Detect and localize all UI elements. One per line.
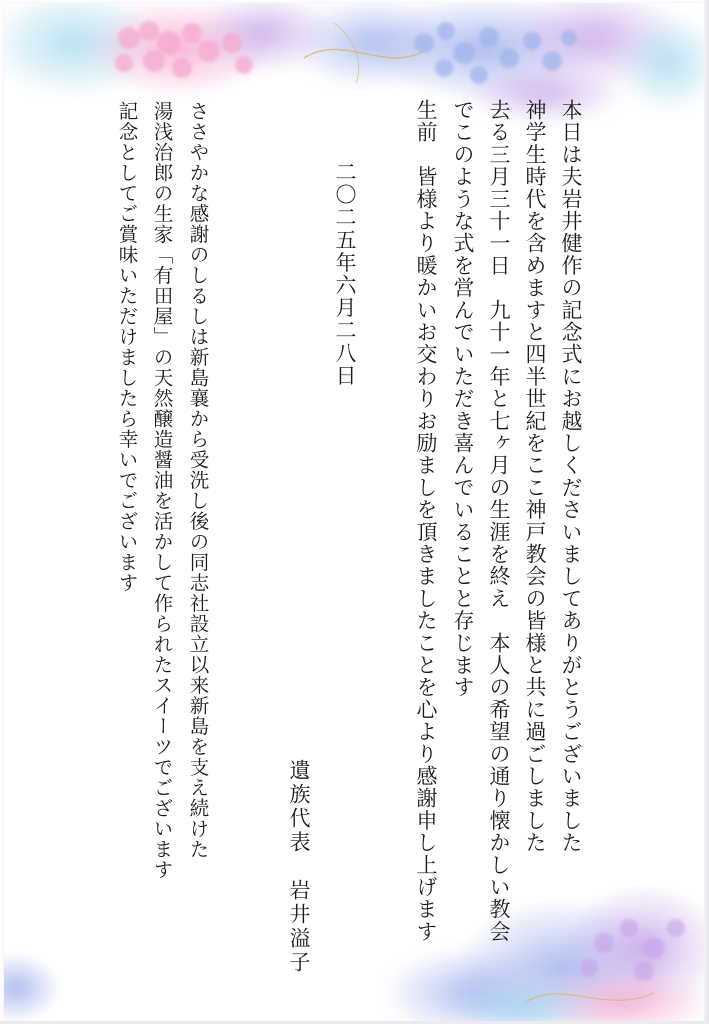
hydrangea-decoration [4,3,704,1021]
top-floral-band [4,3,704,123]
representative-name: 岩井溢子 [287,879,311,975]
letter-line: 生前 皆様より暖かいお交わりお励ましを頂きましたことを心より感謝申し上げます [414,99,438,943]
gift-note-line: 記念としてご賞味いただけましたら幸いでございます [115,101,139,593]
gift-note-line: ささやかな感謝のしるしは新島襄から受洗し後の同志社設立以来新島を支え続けた [186,101,210,860]
representative-role: 遺族代表 [287,759,311,855]
letter-date: 二〇二五年六月二八日 [333,161,357,387]
paper-edge-right [704,0,709,1024]
letter-line: 去る三月三十一日 九十一年と七ヶ月の生涯を終え 本人の希望の通り懐かしい教会 [487,99,511,943]
letter-sheet [4,3,704,1021]
gift-note-line: 湯浅治郎の生家「有田屋」の天然醸造醤油を活かして作られたスイーツでございます [150,101,174,880]
letter-line: 神学生時代を含めますと四半世紀をここ神戸教会の皆様と共に過ごしました [523,99,547,854]
letter-line: でこのような式を営んでいただき喜んでいることと存じます [451,99,475,699]
bottom-left-wash [4,953,61,1021]
letter-line: 本日は夫岩井健作の記念式にお越しくださいましてありがとうございました [559,99,583,854]
